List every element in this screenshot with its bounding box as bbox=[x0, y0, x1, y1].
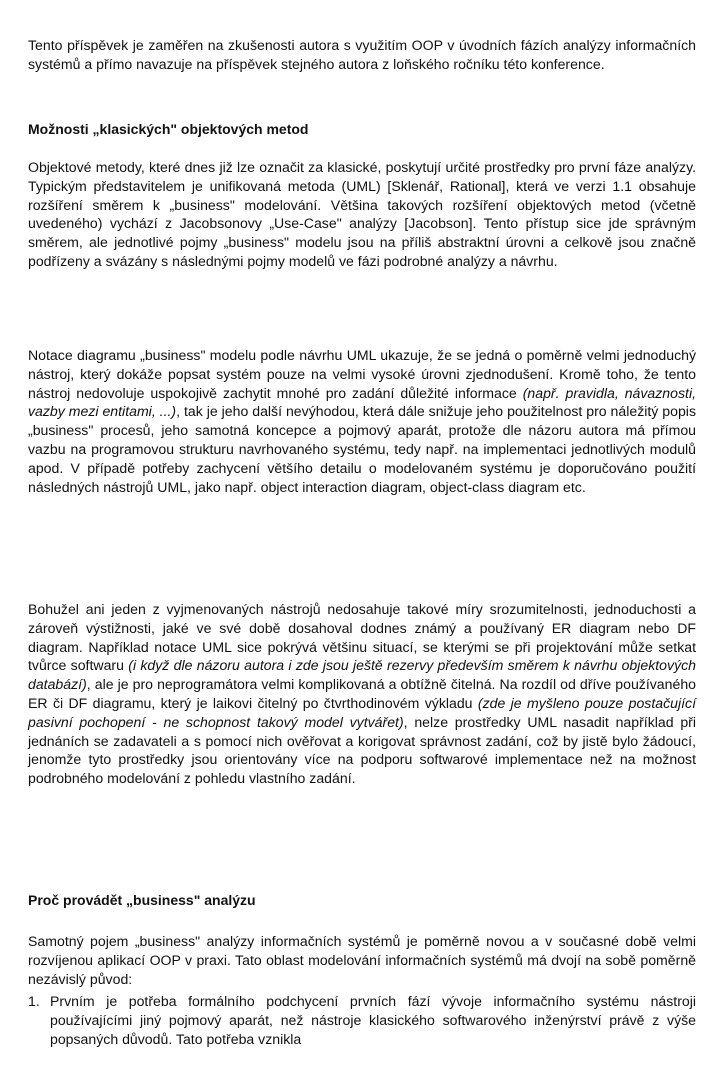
text-run: , tak je jeho další nevýhodou, která dále snižuje jeho použitelnost pro náležitý popis „business" procesů, jeho samotná koncepce a pojmový aparát, protože dle názoru autora má přímou vazbu na programovou strukturu navrhovaného systému, tedy např. na implementaci jednotlivých modulů apod. V případě potřeby zachycení většího detailu o modelovaném systému je doporučováno použití následných nástrojů UML, jako např. object interaction diagram, object-class diagram etc. bbox=[28, 403, 696, 495]
intro-paragraph: Tento příspěvek je zaměřen na zkušenosti autora s využitím OOP v úvodních fázích analýzy informačních systémů a přímo navazuje na příspěvek stejného autora z loňského ročníku této konference. bbox=[28, 37, 696, 72]
section-heading-classic-methods: Možnosti „klasických" objektových metod bbox=[28, 121, 309, 137]
numbered-list bbox=[28, 992, 696, 1048]
list-item-text: Prvním je potřeba formálního podchycení prvních fází vývoje informačního systému nástroji používajícími jiný pojmový aparát, než nástroje klasického softwarového inženýrství právě z výše popsaných důvodů. Tato potřeba vznikla bbox=[50, 993, 696, 1047]
text-run: Bohužel ani jeden z vyjmenovaných nástrojů nedosahuje takové míry srozumitelnosti, jednoduchosti a zároveň výstižnosti, jaké ve své době dosahoval dodnes známý a používaný ER diagram nebo DF diagram. Například notace UML sice pokrývá většinu situací, se kterými se při projektování může setkat tvůrce softwaru bbox=[28, 601, 696, 674]
text-run: , ale je pro neprogramátora velmi komplikovaná a obtížně čitelná. Na rozdíl od dříve používaného ER či DF diagramu, který je laikovi čitelný po čtvrthodinovém výkladu bbox=[28, 676, 696, 711]
paragraph-er-df-diagram bbox=[28, 600, 696, 788]
paragraph-classic-methods: Objektové metody, které dnes již lze označit za klasické, poskytují určité prostředky pro první fáze analýzy. Typickým představitelem je unifikovaná metoda (UML) [Sklenář, Rational], která ve verzi 1.1 obsahuje rozšíření směrem k „business" modelování. Většina takových rozšíření objektových metod (včetně uvedeného) vychází z Jacobsonovy „Use-Case" analýzy [Jacobson]. Tento přístup sice jde správným směrem, ale jednotlivé pojmy „business" modelu jsou na příliš abstraktní úrovni a celkově jsou značně podřízeny a svázány s následnými pojmy modelů ve fázi podrobné analýzy a návrhu. bbox=[28, 159, 696, 269]
paragraph-business-analysis: Samotný pojem „business" analýzy informačních systémů je poměrně novou a v současné době velmi rozvíjenou aplikací OOP v praxi. Tato oblast modelování informačních systémů má dvojí na sobě poměrně nezávislý původ: bbox=[28, 933, 696, 987]
text-run: , nelze prostředky UML nasadit například při jednáních se zadavateli a s pomocí nich ověřovat a korigovat správnost zadání, což by jistě bylo žádoucí, jenomže tyto prostředky jsou orientovány více na podporu softwarové implementace než na možnost podrobného modelování z pohledu vlastního zadání. bbox=[28, 713, 696, 787]
italic-text-run: (např. pravidla, návaznosti, vazby mezi entitami, ...) bbox=[28, 384, 696, 420]
paragraph-uml-notation bbox=[28, 346, 696, 496]
list-item-number: 1. bbox=[28, 993, 40, 1009]
section-heading-business-analysis: Proč provádět „business" analýzu bbox=[28, 892, 256, 908]
italic-text-run: (zde je myšleno pouze postačující pasivní pochopení - ne schopnost takový model vytvářet) bbox=[28, 694, 696, 730]
italic-text-run: (i když dle názoru autora i zde jsou ještě rezervy především směrem k návrhu objektových databází) bbox=[28, 657, 696, 693]
text-run: Notace diagramu „business" modelu podle návrhu UML ukazuje, že se jedná o poměrně velmi jednoduchý nástroj, který dokáže popsat systém pouze na velmi vysoké úrovni zjednodušení. Kromě toho, že tento nástroj nedovoluje uspokojivě zachytit mnohé pro zadání důležité informace bbox=[28, 347, 696, 401]
list-item bbox=[28, 992, 696, 1048]
